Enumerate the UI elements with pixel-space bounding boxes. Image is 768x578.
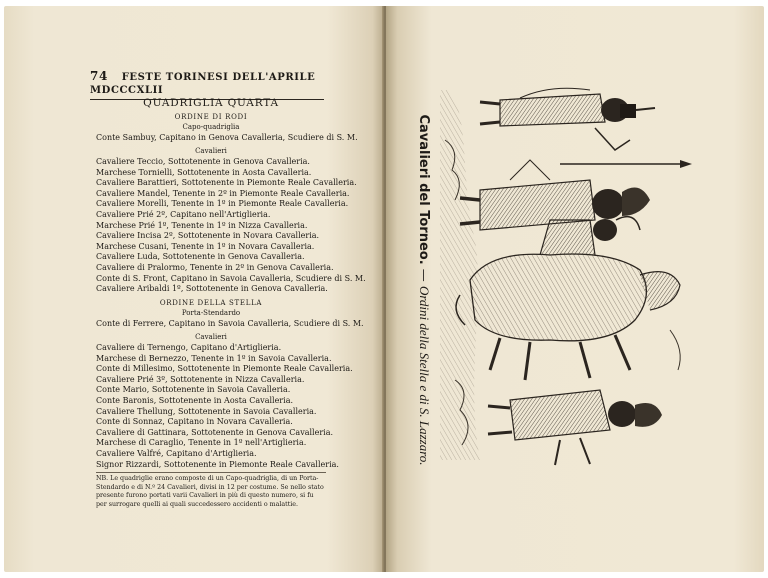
list-item: Conte di S. Front, Capitano in Savoia Cavalleria, Scudiere di S. M. bbox=[96, 273, 366, 283]
list-item: Cavaliere Valfré, Capitano d'Artiglieria. bbox=[96, 449, 257, 458]
list-item: Cavaliere Luda, Sottotenente in Genova Cavalleria. bbox=[96, 252, 305, 262]
caption-subtitle: Ordini della Stella e di S. Lazzaro. bbox=[417, 285, 432, 466]
list-item: Cavaliere Thellung, Sottotenente in Savoia Cavalleria. bbox=[96, 406, 317, 416]
list-item: Conte Baronis, Sottotenente in Aosta Cavalleria. bbox=[96, 396, 294, 406]
list-item: Conte Mario, Sottotenente in Savoia Cavalleria. bbox=[96, 385, 291, 395]
list-item: Cavaliere Incisa 2º, Sottotenente in Novara Cavalleria. bbox=[96, 231, 320, 241]
list-item: Conte di Sonnaz, Capitano in Novara Cavalleria. bbox=[96, 417, 293, 427]
knight-figure-4 bbox=[488, 390, 662, 465]
left-page bbox=[4, 6, 384, 572]
section-heading: QUADRIGLIA QUARTA bbox=[143, 97, 279, 109]
knight-figure-1 bbox=[480, 88, 655, 150]
captain-entry: Conte Sambuy, Capitano in Genova Cavalleria, Scudiere di S. M. bbox=[96, 132, 358, 142]
order-title-stella: ORDINE DELLA STELLA bbox=[159, 298, 263, 307]
running-header bbox=[90, 70, 324, 100]
page-text bbox=[96, 97, 366, 510]
list-item: Conte di Millesimo, Sottotenente in Piemonte Reale Cavalleria. bbox=[96, 364, 353, 374]
knights-list-rodi bbox=[96, 156, 366, 295]
captain-label: Capo-quadriglia bbox=[182, 123, 240, 132]
knights-label: Cavalieri bbox=[195, 147, 227, 156]
list-item: Marchese Prié 1º, Tenente in 1º in Nizza Cavalleria. bbox=[96, 220, 308, 230]
list-item: Cavaliere di Gattinara, Sottotenente in Genova Cavalleria. bbox=[96, 427, 334, 437]
order-title-rodi: ORDINE DI RODI bbox=[174, 112, 248, 121]
list-item: Cavaliere Prié 3º, Sottotenente in Nizza Cavalleria. bbox=[96, 374, 305, 384]
list-item: Marchese di Caraglio, Tenente in 1º nell'Artiglieria. bbox=[96, 438, 307, 448]
list-item: Cavaliere Prié 2º, Capitano nell'Artiglieria. bbox=[96, 209, 271, 219]
standard-bearer-label: Porta-Stendardo bbox=[181, 309, 241, 318]
list-item: Cavaliere Morelli, Tenente in 1º in Piemonte Reale Cavalleria. bbox=[96, 199, 349, 209]
list-item: Signor Rizzardi, Sottotenente in Piemonte Reale Cavalleria. bbox=[96, 459, 339, 469]
list-item: Cavaliere di Pralormo, Tenente in 2º in Genova Cavalleria. bbox=[96, 262, 334, 272]
footnote: NB. Le quadriglie erano composte di un Capo-quadriglia, di un Porta-Stendardo e di N.º 24 Cavalieri, divisi in 12 per costume. Se nello stato presente furono portati varii Cavalieri in più di questo numero, si fu per surrogare quelli ai quali succedessero accidenti o malattie. bbox=[96, 472, 326, 509]
knights-list-stella bbox=[96, 343, 353, 470]
standard-bearer-entry: Conte di Ferrere, Capitano in Savoia Cavalleria, Scudiere di S. M. bbox=[96, 318, 364, 328]
page-number: 74 bbox=[90, 69, 108, 83]
list-item: Marchese Tornielli, Sottotenente in Aosta Cavalleria. bbox=[96, 167, 312, 177]
list-item: Cavaliere Barattieri, Sottotenente in Piemonte Reale Cavalleria. bbox=[96, 178, 357, 188]
list-item: Marchese di Bernezzo, Tenente in 1º in Savoia Cavalleria. bbox=[96, 353, 332, 363]
caption-title: Cavalieri del Torneo. bbox=[416, 114, 431, 265]
list-item: Cavaliere Mandel, Tenente in 2º in Piemonte Reale Cavalleria. bbox=[96, 188, 350, 198]
list-item: Cavaliere Aribaldi 1º, Sottotenente in Genova Cavalleria. bbox=[96, 284, 328, 294]
engraving-icon bbox=[440, 80, 700, 470]
running-title: FESTE TORINESI DELL'APRILE MDCCCXLII bbox=[90, 72, 316, 96]
knights-label: Cavalieri bbox=[195, 333, 227, 342]
list-item: Cavaliere di Ternengo, Capitano d'Artiglieria. bbox=[96, 343, 282, 353]
list-item: Marchese Cusani, Tenente in 1º in Novara Cavalleria. bbox=[96, 241, 315, 251]
horse-rider-figure bbox=[456, 217, 680, 380]
list-item: Cavaliere Teccio, Sottotenente in Genova Cavalleria. bbox=[96, 156, 310, 166]
plate-caption: Cavalieri del Torneo. — Ordini della Stella e di S. Lazzaro. bbox=[416, 114, 432, 466]
